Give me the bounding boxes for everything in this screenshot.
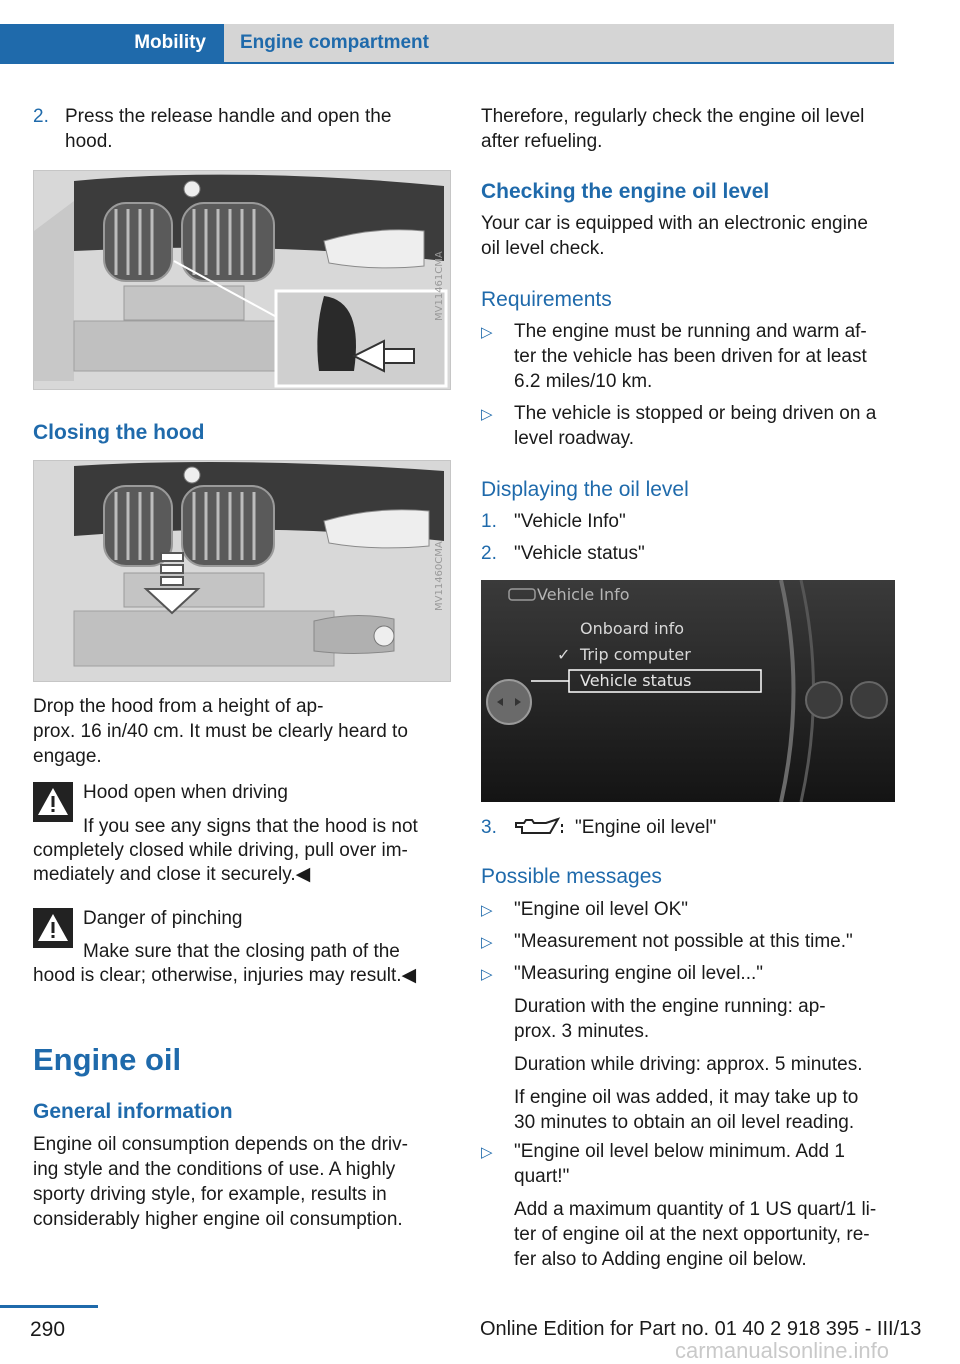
- display-step-1: [481, 509, 901, 534]
- text-line: 6.2 miles/10 km.: [514, 371, 653, 392]
- bullet-triangle-icon: ▷: [481, 966, 493, 983]
- step-number: 1.: [481, 511, 497, 532]
- step-number: 2.: [481, 543, 497, 564]
- header-divider: [0, 62, 894, 64]
- warning-1-line: completely closed while driving, pull over im‐: [33, 840, 408, 861]
- chapter-tab[interactable]: Mobility: [0, 24, 224, 62]
- text-line: The engine must be running and warm af‐: [514, 321, 867, 342]
- text-line: "Engine oil level below minimum. Add 1: [514, 1141, 845, 1162]
- checking-oil-heading: Checking the engine oil level: [481, 180, 770, 203]
- check-icon: ✓: [557, 645, 571, 664]
- text-line: 30 minutes to obtain an oil level reading.: [514, 1112, 855, 1133]
- message-item: [481, 1139, 901, 1272]
- requirements-heading: Requirements: [481, 288, 612, 311]
- step-text: "Vehicle status": [514, 543, 645, 564]
- text-line: Your car is equipped with an electronic engine: [481, 213, 868, 234]
- text-line: level roadway.: [514, 428, 635, 449]
- open-hood-figure: [33, 170, 451, 390]
- text-line: oil level check.: [481, 238, 605, 259]
- message-item: [481, 961, 901, 1135]
- vehicle-info-screen-illustration: [481, 580, 895, 802]
- menu-item-vehicle-status[interactable]: Vehicle status: [580, 671, 692, 690]
- watermark: carmanualsonline.info: [675, 1338, 890, 1363]
- step-text-line: hood.: [65, 131, 113, 152]
- text-line: quart!": [514, 1166, 570, 1187]
- closing-hood-figure: [33, 460, 451, 682]
- bullet-triangle-icon: ▷: [481, 406, 493, 423]
- warning-1-line: mediately and close it securely.◀: [33, 864, 311, 885]
- controller-icon: [487, 680, 531, 724]
- text-line: prox. 16 in/40 cm. It must be clearly heard to: [33, 721, 408, 742]
- figure-code: MV11461CMA: [434, 251, 445, 321]
- text-line: Therefore, regularly check the engine oil level: [481, 106, 865, 127]
- text-line: Drop the hood from a height of ap‐: [33, 696, 324, 717]
- warning-2-line: hood is clear; otherwise, injuries may result.◀: [33, 965, 417, 986]
- possible-messages-heading: Possible messages: [481, 865, 662, 888]
- text-line: Engine oil consumption depends on the driv‐: [33, 1134, 408, 1155]
- step-text: "Vehicle Info": [514, 511, 626, 532]
- footer-divider: [0, 1305, 98, 1308]
- text-line: fer also to Adding engine oil below.: [514, 1249, 807, 1270]
- text-line: considerably higher engine oil consumption.: [33, 1209, 403, 1230]
- menu-icon: [806, 682, 842, 718]
- menu-item-onboard-info[interactable]: Onboard info: [580, 619, 685, 638]
- general-information-heading: General information: [33, 1100, 233, 1123]
- text-line: ter of engine oil at the next opportunity, re‐: [514, 1224, 870, 1245]
- text-line: ter the vehicle has been driven for at least: [514, 346, 867, 367]
- text-line: "Measuring engine oil level...": [514, 963, 764, 984]
- car-front-illustration: [34, 461, 451, 682]
- warning-2-title: Danger of pinching: [83, 908, 243, 929]
- text-line: Add a maximum quantity of 1 US quart/1 li‐: [514, 1199, 877, 1220]
- idrive-screen: [481, 580, 895, 802]
- figure-code: MV11460CMA: [434, 541, 445, 611]
- text-line: "Engine oil level OK": [514, 899, 689, 920]
- text-line: Duration while driving: approx. 5 minutes.: [514, 1054, 863, 1075]
- step-text: "Engine oil level": [575, 817, 717, 838]
- bullet-triangle-icon: ▷: [481, 902, 493, 919]
- warning-triangle-icon: [33, 782, 73, 822]
- menu-item-trip-computer[interactable]: Trip computer: [580, 645, 691, 664]
- text-line: engage.: [33, 746, 102, 767]
- text-line: after refueling.: [481, 131, 603, 152]
- car-front-illustration: [34, 171, 451, 390]
- step-number: 3.: [481, 817, 497, 838]
- text-line: prox. 3 minutes.: [514, 1021, 650, 1042]
- step-2-open-hood: [33, 104, 453, 154]
- text-line: Duration with the engine running: ap‐: [514, 996, 826, 1017]
- warning-triangle-icon: [33, 908, 73, 948]
- text-line: ing style and the conditions of use. A highly: [33, 1159, 396, 1180]
- menu-icon: [851, 682, 887, 718]
- oil-can-icon: [514, 817, 564, 837]
- bullet-triangle-icon: ▷: [481, 934, 493, 951]
- step-number: 2.: [33, 106, 49, 127]
- page-number: 290: [30, 1318, 66, 1341]
- warning-1-title: Hood open when driving: [83, 782, 288, 803]
- display-step-2: [481, 541, 901, 566]
- checking-oil-paragraph: [481, 211, 901, 261]
- closing-hood-heading: Closing the hood: [33, 421, 205, 444]
- requirement-item: [481, 401, 901, 451]
- text-line: "Measurement not possible at this time.": [514, 931, 853, 952]
- engine-oil-heading: Engine oil: [33, 1042, 182, 1077]
- bullet-triangle-icon: ▷: [481, 1144, 493, 1161]
- section-tab[interactable]: Engine compartment: [224, 24, 894, 62]
- requirement-item: [481, 319, 901, 394]
- screen-title: Vehicle Info: [537, 585, 630, 604]
- display-step-3: [481, 815, 901, 840]
- warning-2-line: Make sure that the closing path of the: [83, 941, 400, 962]
- text-line: If engine oil was added, it may take up to: [514, 1087, 859, 1108]
- text-line: sporty driving style, for example, results in: [33, 1184, 387, 1205]
- general-information-paragraph: [33, 1132, 463, 1232]
- text-line: The vehicle is stopped or being driven on a: [514, 403, 877, 424]
- displaying-oil-level-heading: Displaying the oil level: [481, 478, 689, 501]
- bullet-triangle-icon: ▷: [481, 324, 493, 341]
- message-item: [481, 929, 901, 954]
- message-item: [481, 897, 901, 922]
- edition-note: Online Edition for Part no. 01 40 2 918 395 - III/13: [480, 1318, 922, 1340]
- refuel-paragraph: [481, 104, 901, 154]
- warning-1-line: If you see any signs that the hood is not: [83, 816, 418, 837]
- step-text-line: Press the release handle and open the: [65, 106, 392, 127]
- drop-hood-paragraph: [33, 694, 453, 769]
